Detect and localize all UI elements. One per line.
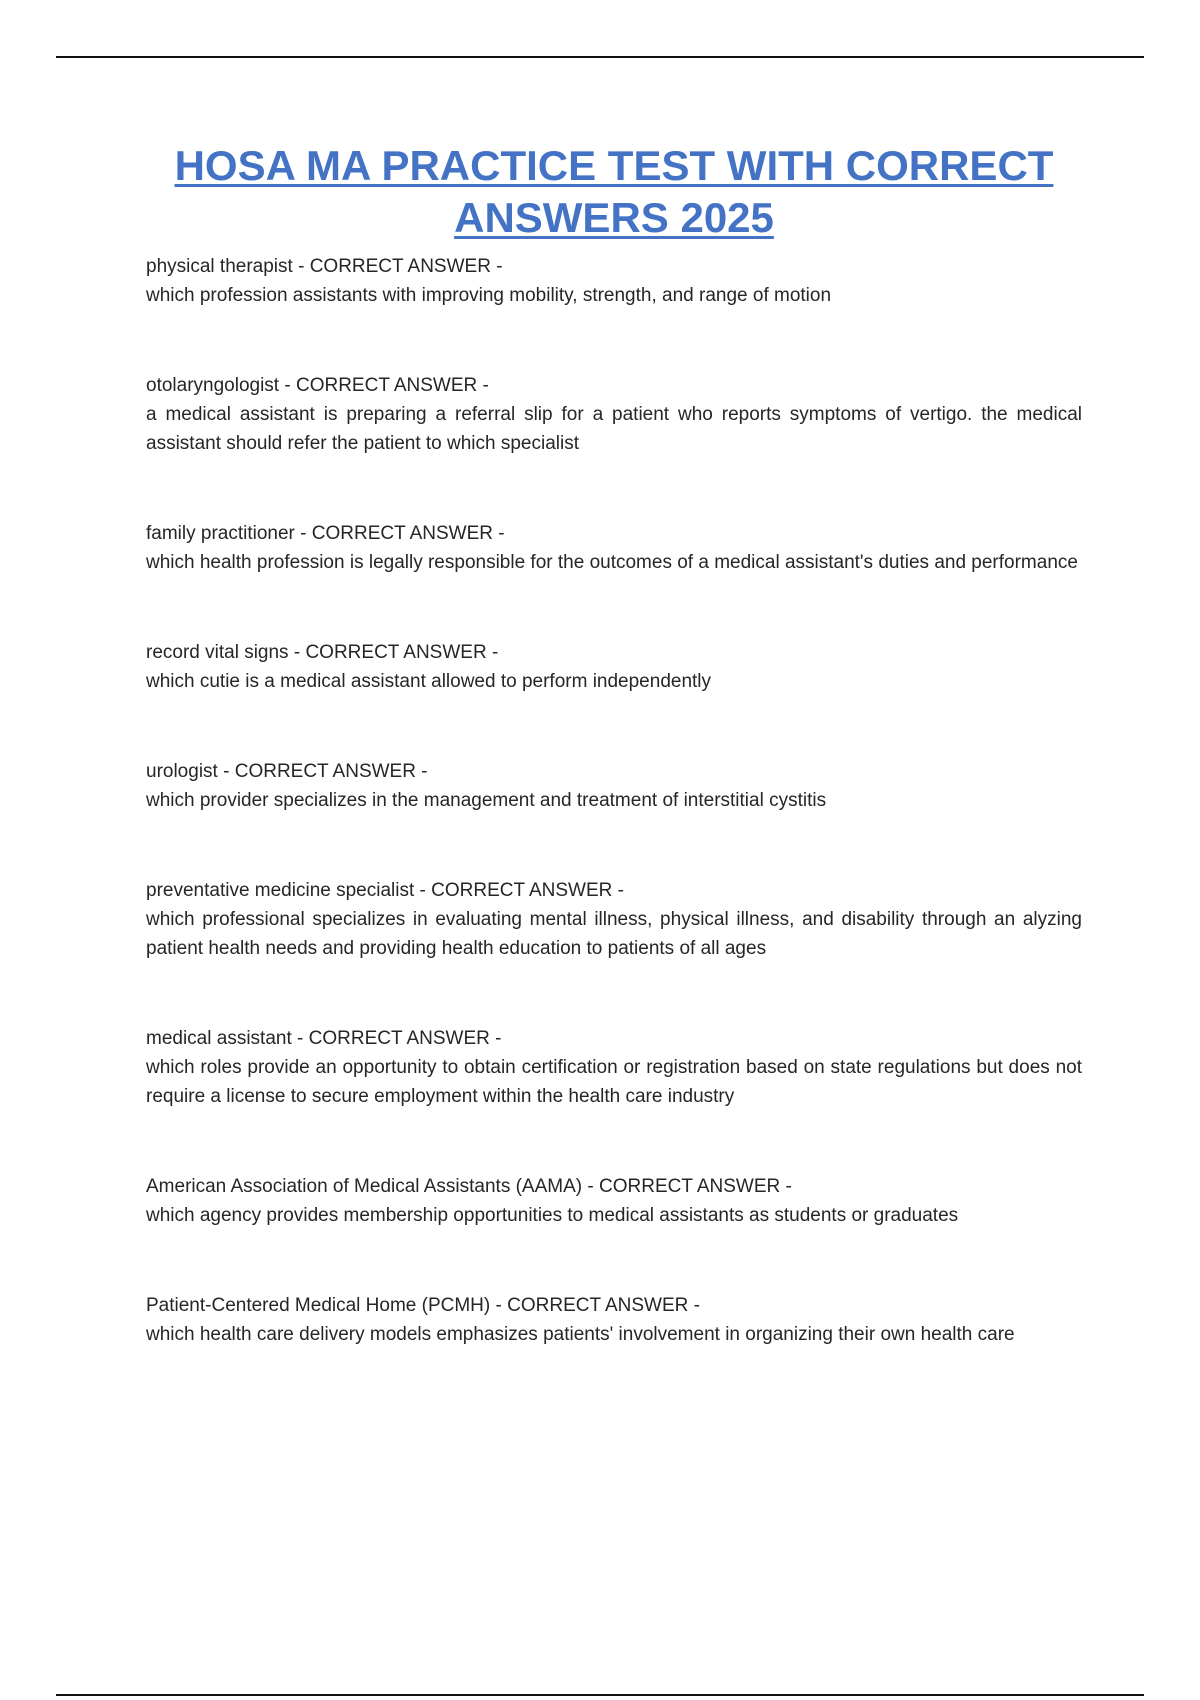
question-text: which profession assistants with improving mobility, strength, and range of motion xyxy=(146,285,832,306)
qa-item xyxy=(146,371,1082,458)
answer-text: family practitioner xyxy=(146,523,295,544)
trailing-dash: - xyxy=(612,880,624,901)
question-text: which professional specializes in evaluating mental illness, physical illness, and disability through an alyzing patient health needs and providing health education to patients of all ages xyxy=(146,909,1082,959)
question-text: which health care delivery models emphasizes patients' involvement in organizing their own health care xyxy=(146,1324,1015,1345)
document-body xyxy=(146,140,1082,1349)
answer-line xyxy=(146,638,1082,667)
qa-item xyxy=(146,519,1082,577)
trailing-dash: - xyxy=(489,1028,502,1049)
trailing-dash: - xyxy=(493,523,505,544)
question-text: a medical assistant is preparing a referral slip for a patient who reports symptoms of vertigo. the medical assistant should refer the patient to which specialist xyxy=(146,404,1082,454)
separator: - xyxy=(490,1295,508,1316)
answer-line xyxy=(146,757,1082,786)
answer-line xyxy=(146,519,1082,548)
trailing-dash: - xyxy=(477,375,489,396)
answer-line xyxy=(146,1024,1082,1053)
answer-text: Patient-Centered Medical Home (PCMH) xyxy=(146,1295,491,1316)
question-text: which agency provides membership opportunities to medical assistants as students or graduates xyxy=(146,1205,959,1226)
separator: - xyxy=(288,642,306,663)
separator: - xyxy=(582,1176,599,1197)
top-rule xyxy=(56,56,1144,58)
answer-line xyxy=(146,252,1082,281)
correct-answer-label: CORRECT ANSWER xyxy=(295,375,478,396)
trailing-dash: - xyxy=(486,642,499,663)
separator: - xyxy=(217,761,235,782)
separator: - xyxy=(414,880,432,901)
answer-text: otolaryngologist xyxy=(146,375,280,396)
answer-text: preventative medicine specialist xyxy=(146,880,415,901)
correct-answer-label: CORRECT ANSWER xyxy=(431,880,613,901)
trailing-dash: - xyxy=(688,1295,700,1316)
question-text: which health profession is legally responsible for the outcomes of a medical assistant's duties and performance xyxy=(146,552,1078,573)
qa-item xyxy=(146,638,1082,696)
answer-text: medical assistant xyxy=(146,1028,292,1049)
answer-text: physical therapist xyxy=(146,256,293,277)
correct-answer-label: CORRECT ANSWER xyxy=(309,256,491,277)
qa-item xyxy=(146,252,1082,310)
trailing-dash: - xyxy=(490,256,503,277)
answer-text: record vital signs xyxy=(146,642,289,663)
qa-item xyxy=(146,876,1082,963)
qa-item xyxy=(146,757,1082,815)
qa-item xyxy=(146,1024,1082,1111)
question-text: which cutie is a medical assistant allowed to perform independently xyxy=(146,671,712,692)
correct-answer-label: CORRECT ANSWER xyxy=(308,1028,490,1049)
answer-text: urologist xyxy=(146,761,218,782)
answer-line xyxy=(146,1291,1082,1320)
correct-answer-label: CORRECT ANSWER xyxy=(311,523,494,544)
correct-answer-label: CORRECT ANSWER xyxy=(507,1295,689,1316)
document-title: HOSA MA PRACTICE TEST WITH CORRECT ANSWERS 2025 xyxy=(174,142,1054,241)
trailing-dash: - xyxy=(780,1176,792,1197)
separator: - xyxy=(291,1028,309,1049)
bottom-rule xyxy=(56,1694,1144,1696)
qa-item xyxy=(146,1172,1082,1230)
separator: - xyxy=(292,256,310,277)
trailing-dash: - xyxy=(415,761,428,782)
correct-answer-label: CORRECT ANSWER xyxy=(305,642,487,663)
answer-line xyxy=(146,371,1082,400)
qa-item xyxy=(146,1291,1082,1349)
question-text: which roles provide an opportunity to obtain certification or registration based on state regulations but does not require a license to secure employment within the health care industry xyxy=(146,1057,1082,1107)
correct-answer-label: CORRECT ANSWER xyxy=(234,761,416,782)
answer-line xyxy=(146,1172,1082,1201)
separator: - xyxy=(279,375,296,396)
correct-answer-label: CORRECT ANSWER xyxy=(599,1176,781,1197)
answer-text: American Association of Medical Assistants (AAMA) xyxy=(146,1176,583,1197)
question-text: which provider specializes in the management and treatment of interstitial cystitis xyxy=(146,790,827,811)
answer-line xyxy=(146,876,1082,905)
separator: - xyxy=(294,523,312,544)
